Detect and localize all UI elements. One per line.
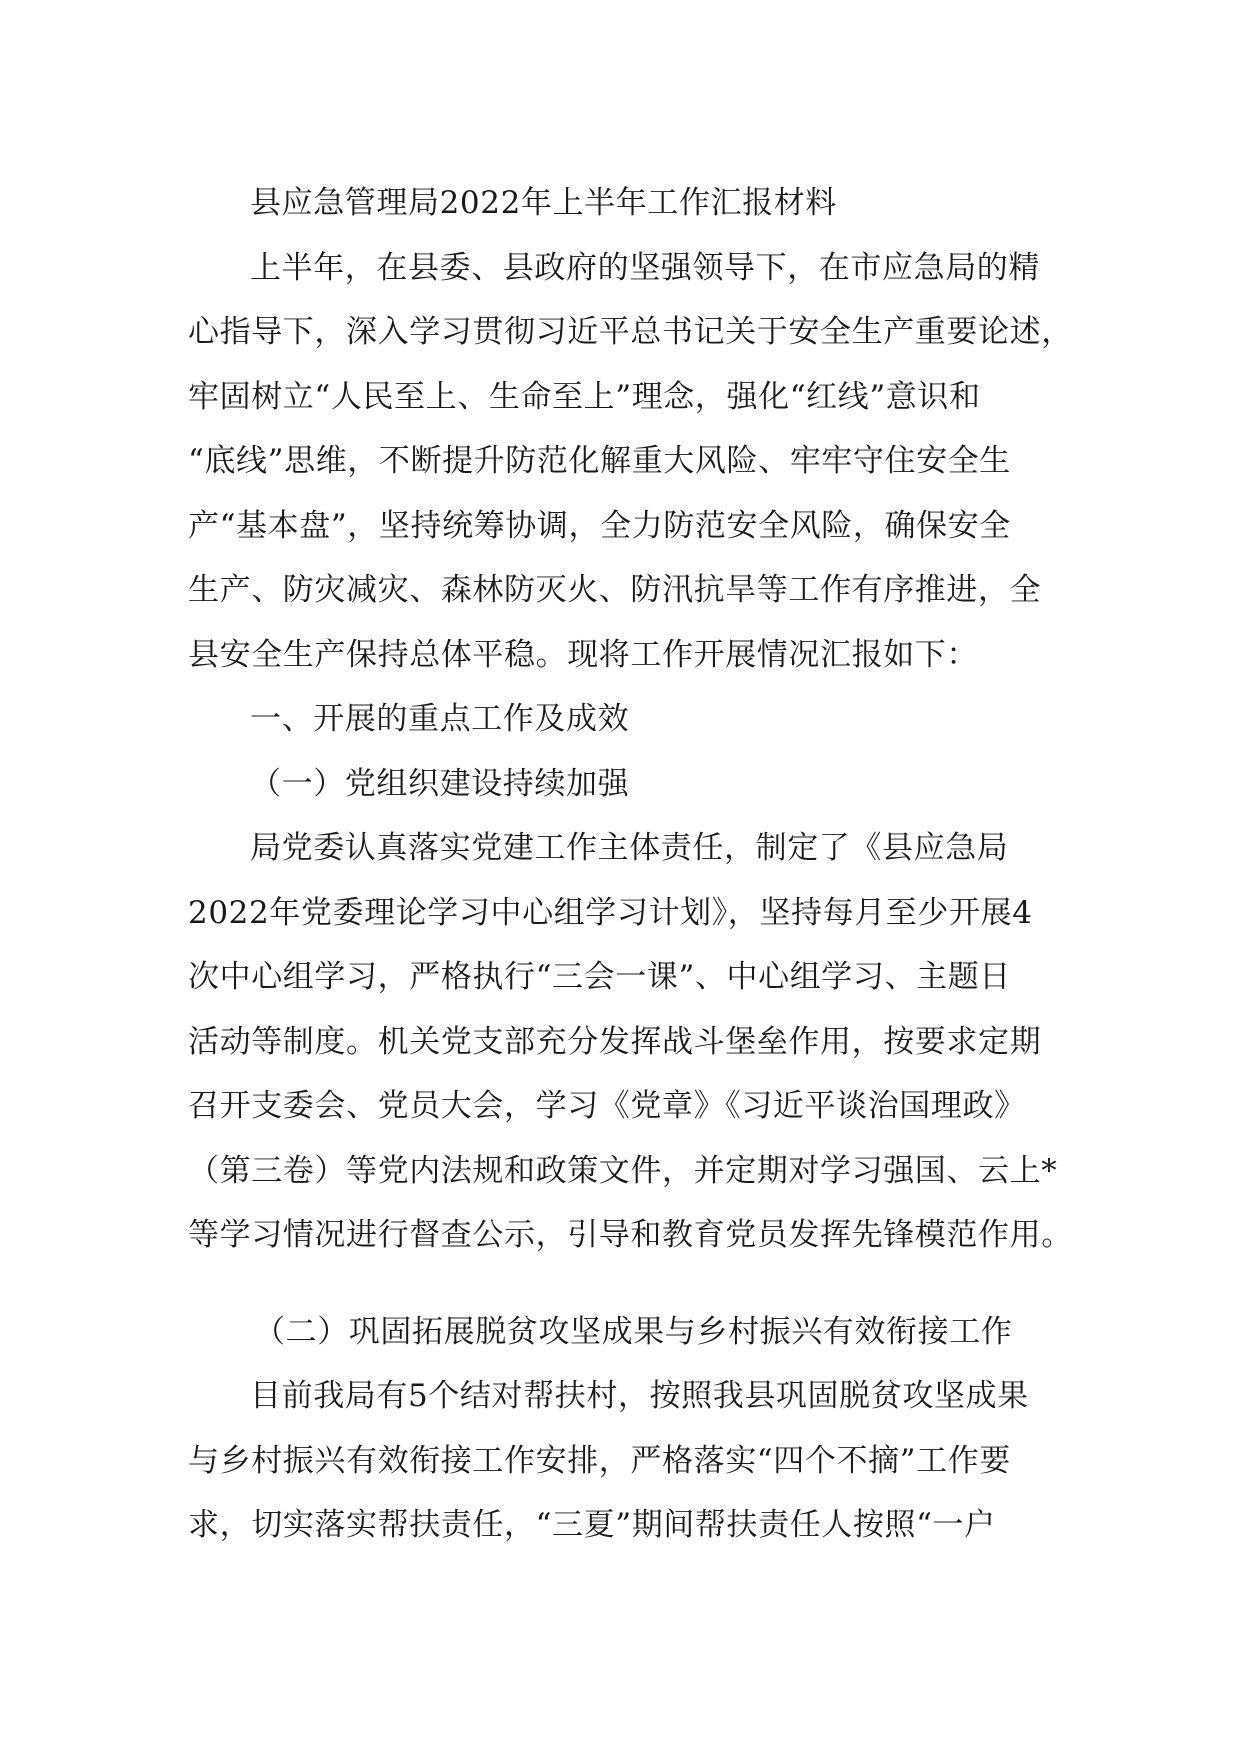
paragraph-spacer [188, 1268, 1060, 1300]
paragraph-party-building [188, 816, 1073, 1268]
subsection-heading: （一）党组织建设持续加强 [250, 765, 630, 802]
paragraph-rural-revitalization [188, 1364, 1060, 1558]
paragraph-line: 上半年，在县委、县政府的坚强领导下，在市应急局的精 [250, 249, 1040, 286]
paragraph-line: 与乡村振兴有效衔接工作安排，严格落实“四个不摘”工作要 [188, 1442, 1011, 1479]
paragraph-line: 目前我局有5个结对帮扶村，按照我县巩固脱贫攻坚成果 [250, 1378, 1029, 1414]
document-title: 县应急管理局2022年上半年工作汇报材料 [250, 185, 837, 221]
paragraph-line: 心指导下，深入学习贯彻习近平总书记关于安全生产重要论述， [188, 314, 1073, 350]
paragraph-line: 局党委认真落实党建工作主体责任，制定了《县应急局 [250, 830, 1009, 866]
paragraph-line: 召开支委会、党员大会，学习《党章》《习近平谈治国理政》 [188, 1088, 1026, 1124]
paragraph-line: 2022年党委理论学习中心组学习计划》，坚持每月至少开展4 [188, 894, 1033, 931]
paragraph-line: 等学习情况进行督查公示，引导和教育党员发挥先锋模范作用。 [188, 1217, 1073, 1253]
section-heading: 一、开展的重点工作及成效 [250, 701, 630, 737]
subsection-heading: （二）巩固拓展脱贫攻坚成果与乡村振兴有效衔接工作 [254, 1313, 1013, 1350]
paragraph-line: 求，切实落实帮扶责任，“三夏”期间帮扶责任人按照“一户 [188, 1507, 996, 1543]
paragraph-line: 生产、防灾减灾、森林防灭火、防汛抗旱等工作有序推进，全 [188, 572, 1042, 608]
paragraph-intro [188, 236, 1073, 688]
paragraph-line: 活动等制度。机关党支部充分发挥战斗堡垒作用，按要求定期 [188, 1023, 1042, 1060]
paragraph-line: 次中心组学习，严格执行“三会一课”、中心组学习、主题日 [188, 959, 1011, 995]
document-body [188, 171, 1073, 1558]
paragraph-line: 牢固树立“人民至上、生命至上”理念，强化“红线”意识和 [188, 378, 981, 415]
paragraph-line: “底线”思维，不断提升防范化解重大风险、牢牢守住安全生 [188, 443, 1011, 479]
paragraph-line: 县安全生产保持总体平稳。现将工作开展情况汇报如下： [188, 636, 978, 673]
paragraph-line: 产“基本盘”，坚持统筹协调，全力防范安全风险，确保安全 [188, 507, 1011, 544]
paragraph-line: （第三卷）等党内法规和政策文件，并定期对学习强国、云上* [188, 1152, 1058, 1189]
